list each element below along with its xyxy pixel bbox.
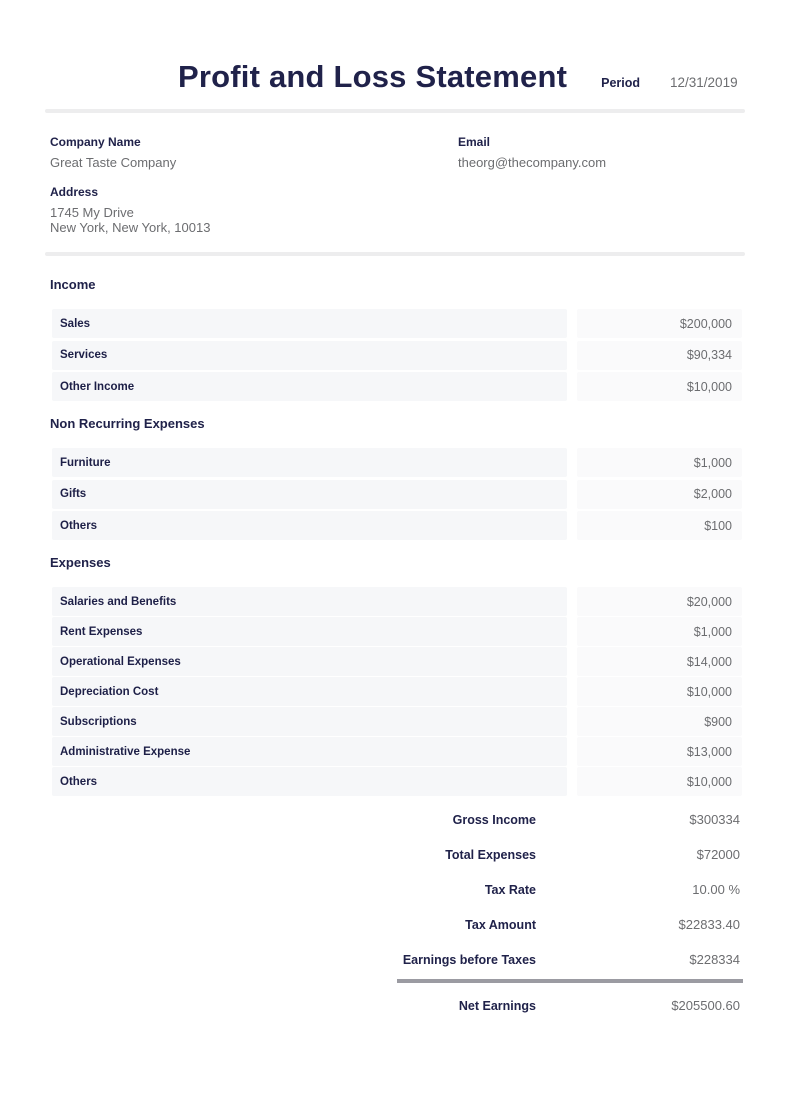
- row-value: $10,000: [577, 677, 742, 706]
- net-earnings-value: $205500.60: [671, 998, 740, 1013]
- table-row: [52, 480, 742, 509]
- row-value: $10,000: [577, 372, 742, 401]
- section-income: [0, 277, 790, 401]
- row-label: Others: [52, 767, 567, 796]
- company-name-label: Company Name: [50, 135, 141, 149]
- row-label: Services: [52, 341, 567, 370]
- summary: [0, 797, 790, 1013]
- gross-income-value: $300334: [689, 812, 740, 827]
- table-row: [52, 737, 742, 766]
- address-block: [50, 185, 458, 235]
- earnings-before-taxes-label: Earnings before Taxes: [402, 953, 536, 967]
- row-value: $1,000: [577, 617, 742, 646]
- row-label: Furniture: [52, 448, 567, 477]
- address-line-1: 1745 My Drive: [50, 205, 134, 220]
- table-row: [52, 707, 742, 736]
- table-row: [52, 341, 742, 370]
- summary-row: [45, 882, 740, 897]
- summary-row: [45, 812, 740, 827]
- period-label: Period: [601, 76, 641, 90]
- tax-amount-value: $22833.40: [678, 917, 740, 932]
- table-row: [52, 767, 742, 796]
- row-label: Administrative Expense: [52, 737, 567, 766]
- table-row: [52, 617, 742, 646]
- net-earnings-row: [45, 998, 740, 1013]
- section-non-recurring-expenses: [0, 416, 790, 540]
- row-label: Subscriptions: [52, 707, 567, 736]
- table-row: [52, 587, 742, 616]
- section-title-expenses: Expenses: [50, 555, 111, 570]
- row-value: $10,000: [577, 767, 742, 796]
- email-block: [458, 135, 745, 170]
- address-line-2: New York, New York, 10013: [50, 220, 211, 235]
- company-name-block: [50, 135, 458, 170]
- row-label: Other Income: [52, 372, 567, 401]
- row-value: $200,000: [577, 309, 742, 338]
- table-row: [52, 511, 742, 540]
- gross-income-label: Gross Income: [452, 813, 536, 827]
- document-header: [0, 0, 790, 96]
- earnings-before-taxes-value: $228334: [689, 952, 740, 967]
- row-label: Depreciation Cost: [52, 677, 567, 706]
- total-expenses-value: $72000: [696, 847, 740, 862]
- info-divider: [45, 252, 745, 256]
- company-name-value: Great Taste Company: [50, 155, 177, 170]
- row-value: $100: [577, 511, 742, 540]
- tax-rate-value: 10.00 %: [692, 882, 740, 897]
- row-value: $900: [577, 707, 742, 736]
- summary-row: [45, 847, 740, 862]
- row-label: Sales: [52, 309, 567, 338]
- row-value: $90,334: [577, 341, 742, 370]
- section-title-non-recurring-expenses: Non Recurring Expenses: [50, 416, 205, 431]
- table-row: [52, 448, 742, 477]
- section-title-income: Income: [50, 277, 96, 292]
- row-label: Salaries and Benefits: [52, 587, 567, 616]
- period-value: 12/31/2019: [670, 75, 738, 90]
- company-info: [0, 113, 790, 235]
- row-value: $1,000: [577, 448, 742, 477]
- tax-rate-label: Tax Rate: [484, 883, 536, 897]
- row-label: Gifts: [52, 480, 567, 509]
- address-label: Address: [50, 185, 99, 199]
- table-row: [52, 647, 742, 676]
- email-value: theorg@thecompany.com: [458, 155, 607, 170]
- summary-row: [45, 917, 740, 932]
- table-row: [52, 372, 742, 401]
- table-row: [52, 677, 742, 706]
- row-label: Rent Expenses: [52, 617, 567, 646]
- page-title: Profit and Loss Statement: [178, 59, 568, 94]
- section-expenses: [0, 555, 790, 796]
- net-earnings-divider: [397, 979, 743, 983]
- email-label: Email: [458, 135, 491, 149]
- row-label: Operational Expenses: [52, 647, 567, 676]
- total-expenses-label: Total Expenses: [445, 848, 536, 862]
- table-row: [52, 309, 742, 338]
- row-value: $13,000: [577, 737, 742, 766]
- summary-row: [45, 952, 740, 967]
- row-label: Others: [52, 511, 567, 540]
- row-value: $14,000: [577, 647, 742, 676]
- net-earnings-label: Net Earnings: [458, 999, 536, 1013]
- row-value: $20,000: [577, 587, 742, 616]
- tax-amount-label: Tax Amount: [465, 918, 536, 932]
- row-value: $2,000: [577, 480, 742, 509]
